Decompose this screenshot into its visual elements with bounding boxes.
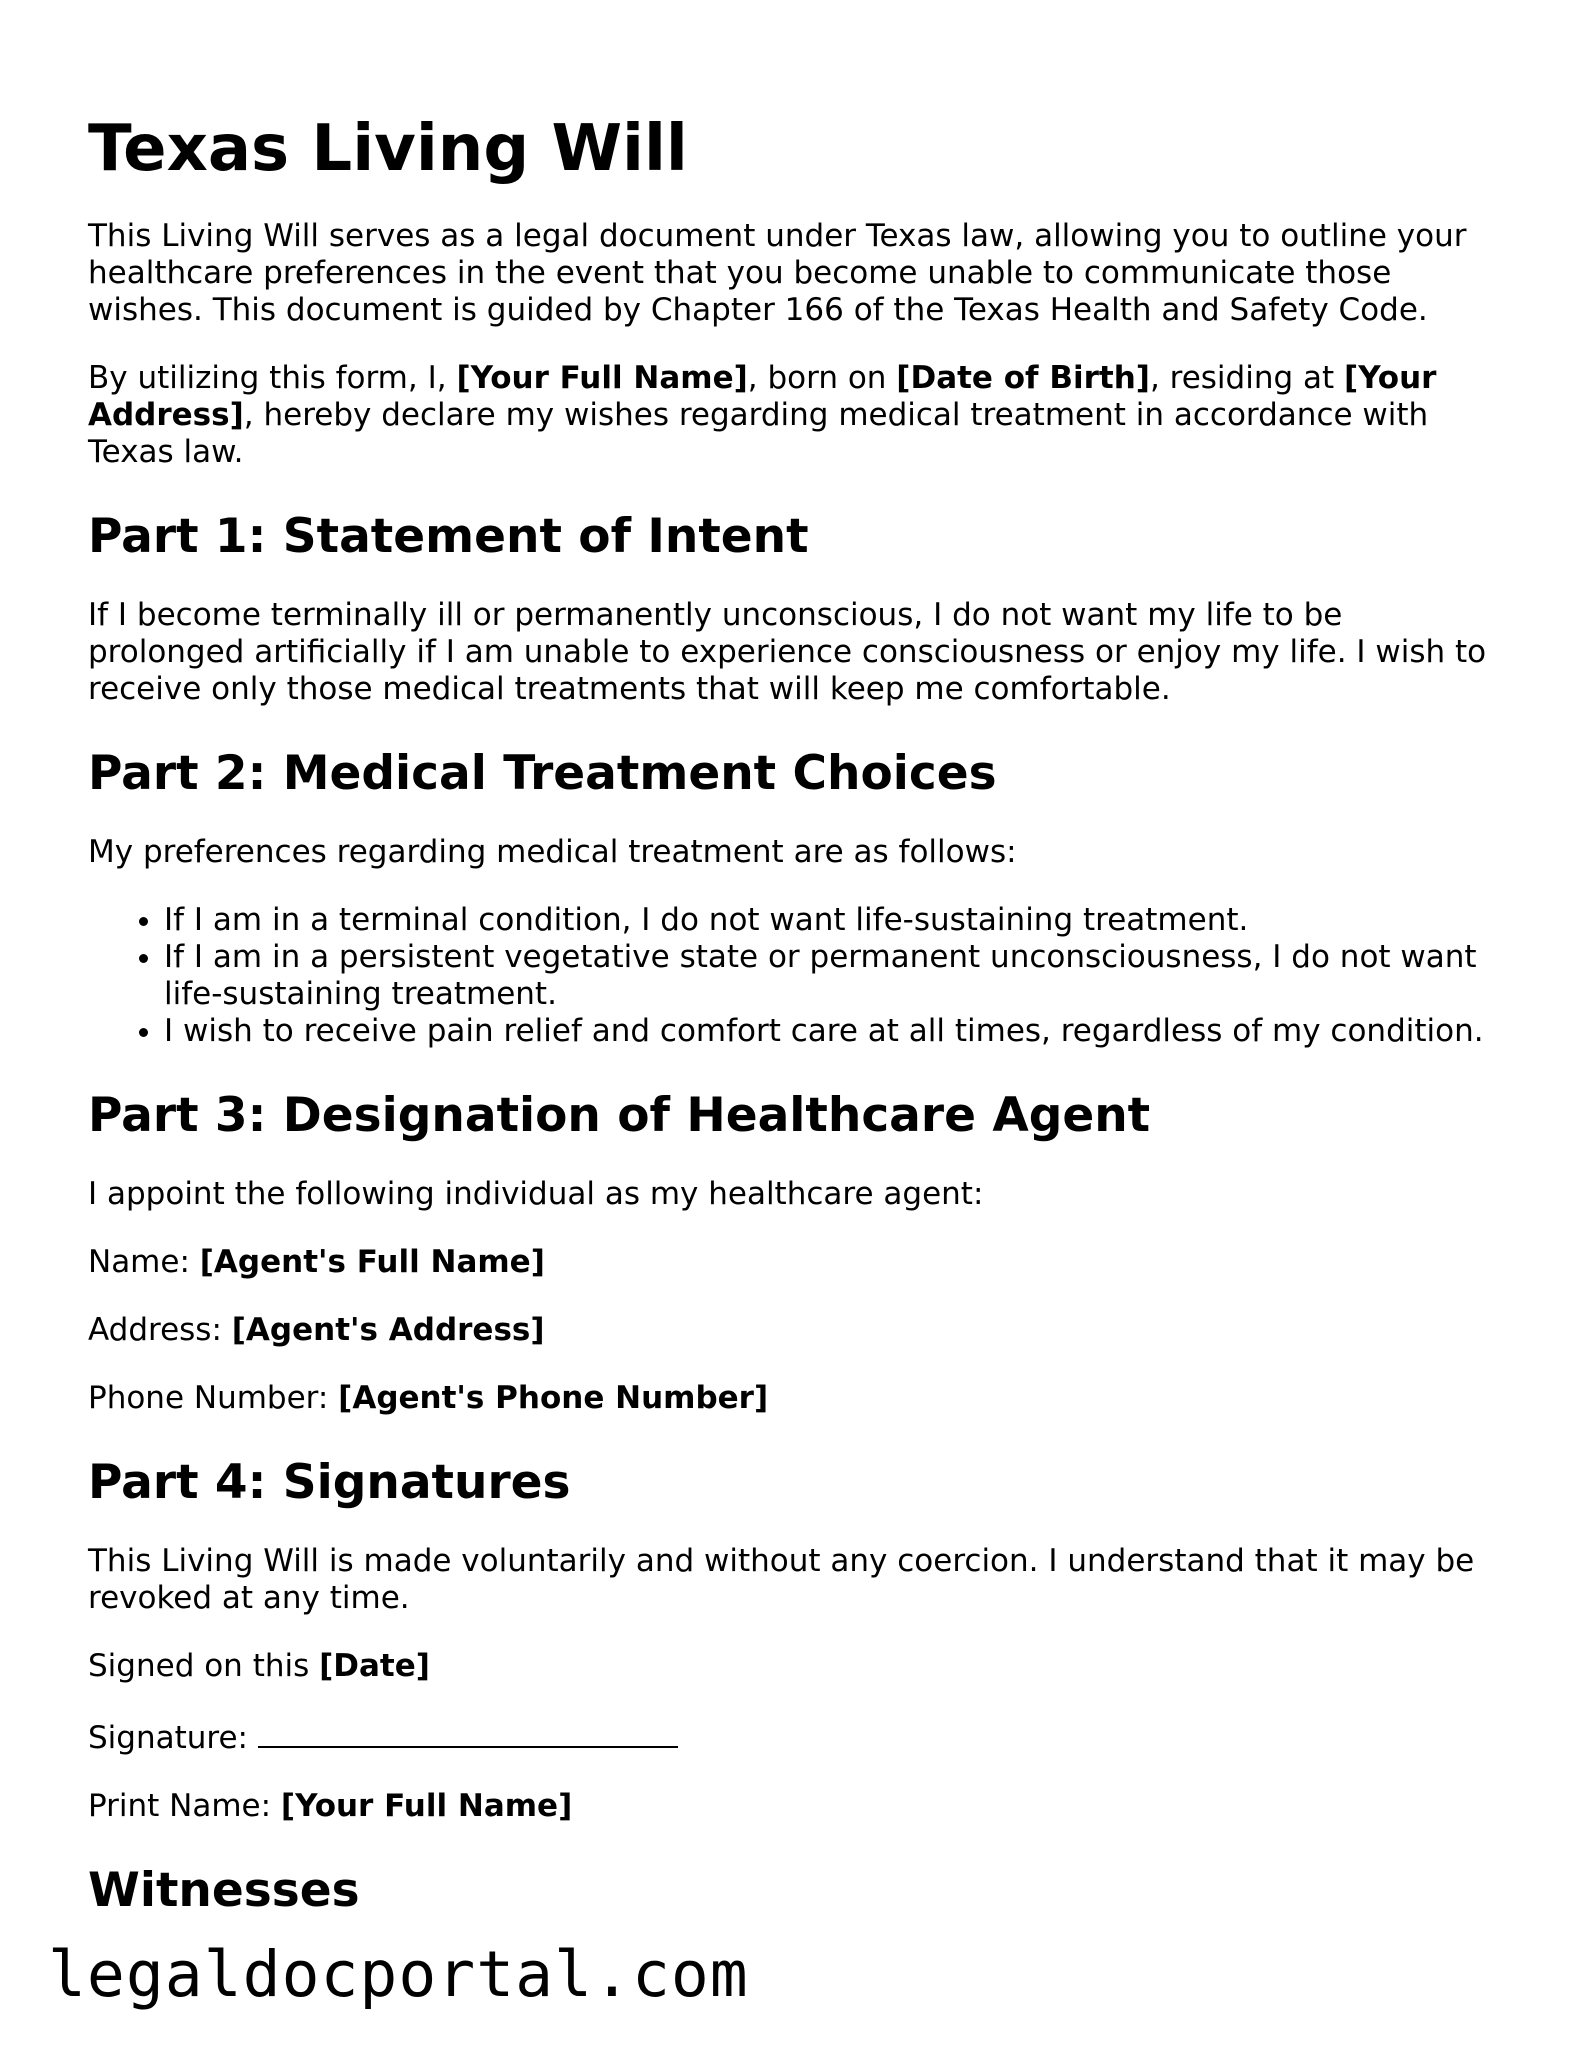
declarant-name-field: [Your Full Name] (456, 360, 748, 396)
part3-heading: Part 3: Designation of Healthcare Agent (88, 1088, 1151, 1143)
agent-phone-field: [Agent's Phone Number] (338, 1380, 769, 1416)
document-page (88, 0, 1508, 1921)
site-watermark: legaldocportal.com (48, 1938, 749, 2011)
part1-text: If I become terminally ill or permanently unconscious, I do not want my life to be prolonged artificially if I am unable to experience consciousness or enjoy my life. I wish to receive only those medical treatments that will keep me comfortable. (88, 597, 1487, 707)
document-title: Texas Living Will (88, 112, 688, 186)
print-name-row (88, 1788, 1508, 1825)
intro-paragraph: This Living Will serves as a legal document under Texas law, allowing you to outline your healthcare preferences in the event that you become unable to communicate those wishes. This document is guided by Chapter 166 of the Texas Health and Safety Code. (88, 218, 1467, 328)
declaration-text-2: , born on (747, 360, 897, 396)
list-item: • If I am in a persistent vegetative state or permanent unconsciousness, I do not want life-sustaining treatment. (164, 939, 1508, 1013)
witnesses-heading: Witnesses (88, 1863, 360, 1918)
part2-text: My preferences regarding medical treatment are as follows: (88, 834, 1017, 870)
part3-text: I appoint the following individual as my healthcare agent: (88, 1176, 984, 1212)
agent-address-field: [Agent's Address] (231, 1312, 545, 1348)
declarant-address-field: [Your Address] (88, 360, 1437, 433)
date-of-birth-field: [Date of Birth] (896, 360, 1150, 396)
treatment-choices-list (88, 902, 1508, 1050)
signature-row (88, 1716, 1508, 1757)
signed-date-row (88, 1648, 1508, 1685)
agent-name-field: [Agent's Full Name] (199, 1244, 545, 1280)
list-item: • I wish to receive pain relief and comfort care at all times, regardless of my condition. (164, 1013, 1508, 1050)
part1-heading: Part 1: Statement of Intent (88, 509, 809, 564)
print-name-label: Print Name: (88, 1788, 281, 1824)
declaration-text-1: By utilizing this form, I, (88, 360, 457, 396)
part4-text: This Living Will is made voluntarily and without any coercion. I understand that it may be revoked at any time. (88, 1543, 1475, 1616)
agent-address-row (88, 1312, 1508, 1349)
agent-address-label: Address: (88, 1312, 232, 1348)
part2-heading: Part 2: Medical Treatment Choices (88, 746, 997, 801)
list-item: • If I am in a terminal condition, I do not want life-sustaining treatment. (164, 902, 1508, 939)
agent-phone-row (88, 1380, 1508, 1417)
declaration-paragraph (88, 360, 1508, 471)
agent-name-label: Name: (88, 1244, 200, 1280)
signature-line (258, 1716, 678, 1748)
signed-date-label: Signed on this (88, 1648, 320, 1684)
signature-label: Signature: (88, 1720, 258, 1756)
part4-heading: Part 4: Signatures (88, 1455, 571, 1510)
declaration-text-3: , residing at (1149, 360, 1345, 396)
signed-date-field: [Date] (319, 1648, 430, 1684)
agent-phone-label: Phone Number: (88, 1380, 339, 1416)
agent-name-row (88, 1244, 1508, 1281)
declaration-text-4: , hereby declare my wishes regarding medical treatment in accordance with Texas law. (88, 397, 1429, 470)
print-name-field: [Your Full Name] (280, 1788, 573, 1824)
